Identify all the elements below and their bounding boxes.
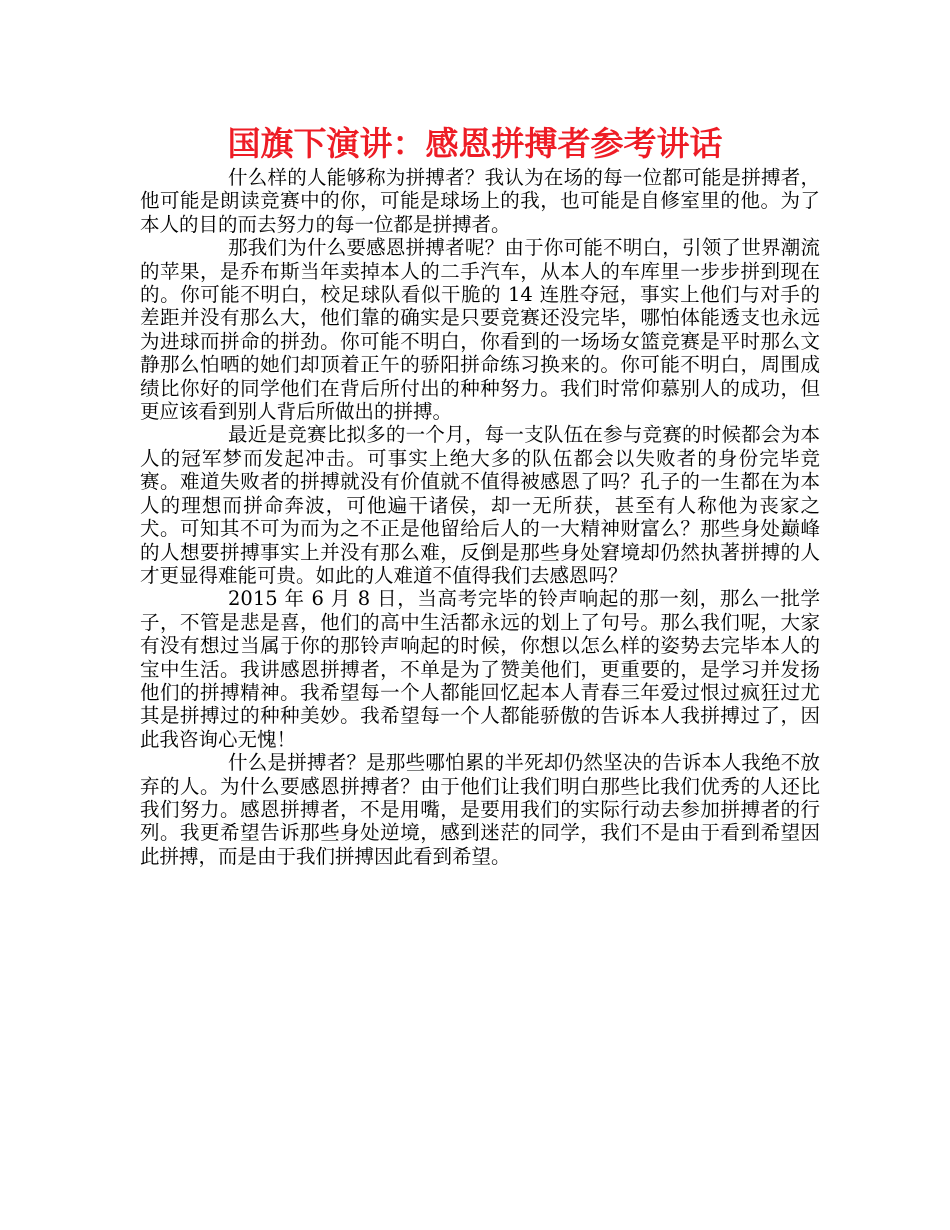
paragraph-4: 2015 年 6 月 8 日，当高考完毕的铃声响起的那一刻，那么一批学子，不管是悲是喜，他们的高中生活都永远的划上了句号。那么我们呢，大家有没有想过当属于你的那铃声响起的时候，你想以怎么样的姿势去完毕本人的宝中生活。我讲感恩拼搏者，不单是为了赞美他们，更重要的，是学习并发扬他们的拼搏精神。我希望每一个人都能回忆起本人青春三年爱过恨过疯狂过尤其是拼搏过的种种美妙。我希望每一个人都能骄傲的告诉本人我拼搏过了，因此我咨询心无愧！	[140, 587, 820, 751]
paragraph-3: 最近是竞赛比拟多的一个月，每一支队伍在参与竞赛的时候都会为本人的冠军梦而发起冲击。可事实上绝大多的队伍都会以失败者的身份完毕竞赛。难道失败者的拼搏就没有价值就不值得被感恩了吗？孔子的一生都在为本人的理想而拼命奔波，可他遍干诸侯，却一无所获，甚至有人称他为丧家之犬。可知其不可为而为之不正是他留给后人的一大精神财富么？那些身处巅峰的人想要拼搏事实上并没有那么难，反倒是那些身处窘境却仍然执著拼搏的人才更显得难能可贵。如此的人难道不值得我们去感恩吗？	[140, 423, 820, 587]
document-title: 国旗下演讲：感恩拼搏者参考讲话	[227, 124, 723, 163]
paragraph-2: 那我们为什么要感恩拼搏者呢？由于你可能不明白，引领了世界潮流的苹果，是乔布斯当年卖掉本人的二手汽车，从本人的车库里一步步拼到现在的。你可能不明白，校足球队看似干脆的 14 连胜夺冠，事实上他们与对手的差距并没有那么大，他们靠的确实是只要竞赛还没完毕，哪怕体能透支也永远为进球而拼命的拼劲。你可能不明白，你看到的一场场女篮竞赛是平时那么文静那么怕晒的她们却顶着正午的骄阳拼命练习换来的。你可能不明白，周围成绩比你好的同学他们在背后所付出的种种努力。我们时常仰慕别人的成功，但更应该看到别人背后所做出的拼搏。	[140, 236, 820, 424]
paragraph-5: 什么是拼搏者？是那些哪怕累的半死却仍然坚决的告诉本人我绝不放弃的人。为什么要感恩拼搏者？由于他们让我们明白那些比我们优秀的人还比我们努力。感恩拼搏者，不是用嘴，是要用我们的实际行动去参加拼搏者的行列。我更希望告诉那些身处逆境，感到迷茫的同学，我们不是由于看到希望因此拼搏，而是由于我们拼搏因此看到希望。	[140, 751, 820, 868]
document-body	[140, 166, 820, 868]
paragraph-1: 什么样的人能够称为拼搏者？我认为在场的每一位都可能是拼搏者，他可能是朗读竞赛中的你，可能是球场上的我，也可能是自修室里的他。为了本人的目的而去努力的每一位都是拼搏者。	[140, 166, 820, 236]
